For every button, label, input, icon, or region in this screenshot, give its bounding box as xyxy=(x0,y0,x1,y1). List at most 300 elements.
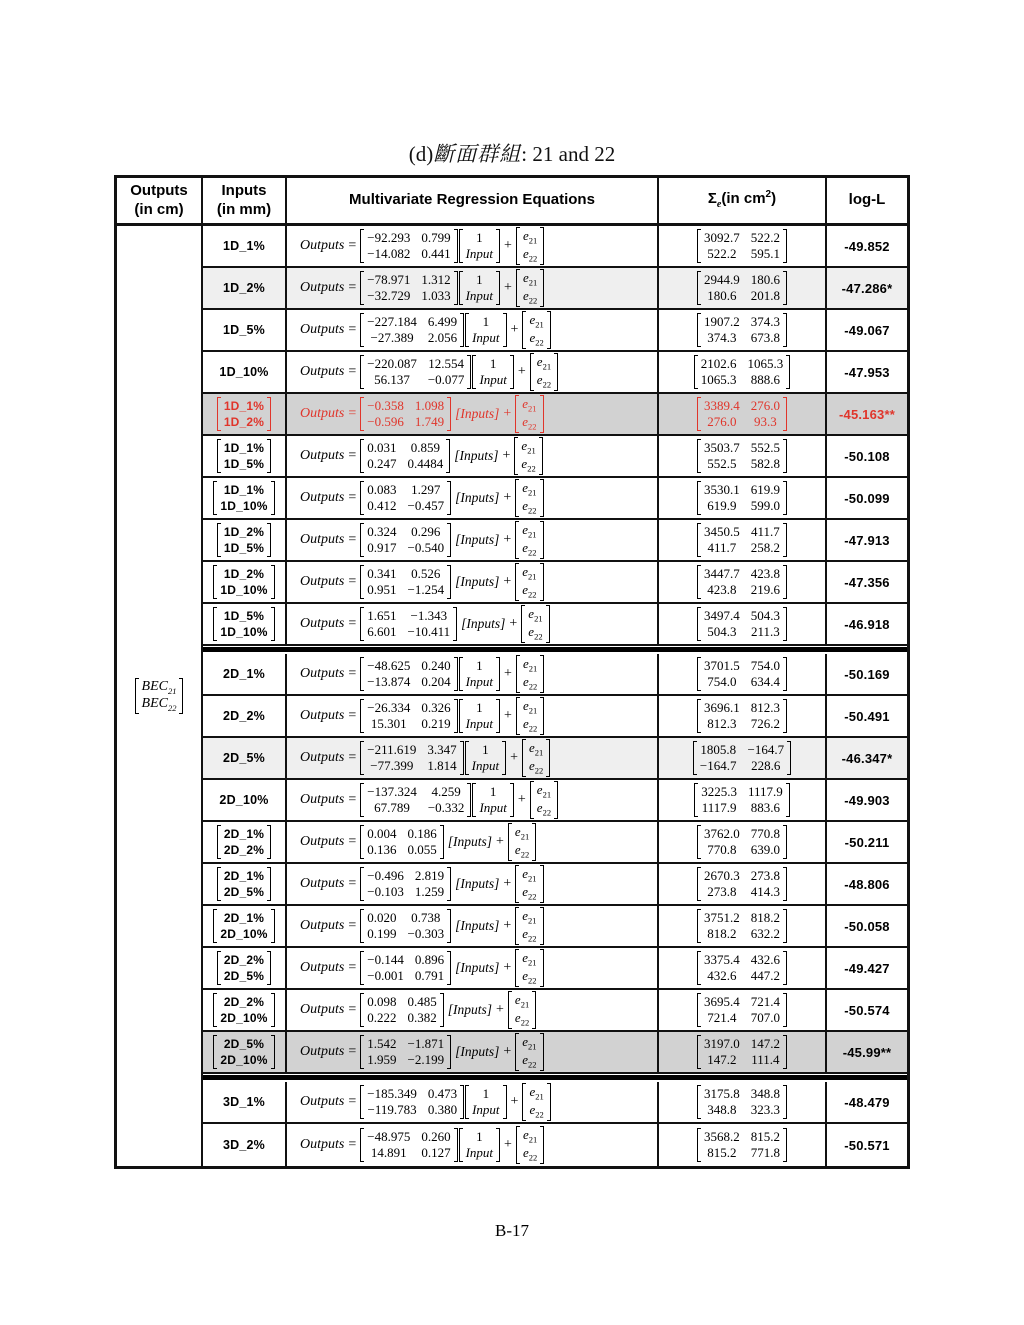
coefficient-matrix xyxy=(360,229,457,262)
bracket-right xyxy=(783,313,787,346)
matrix-value: 2D_10% xyxy=(220,1011,268,1025)
input-vector xyxy=(465,1085,506,1118)
input-pair-matrix xyxy=(217,825,271,858)
input-label: 2D_5% xyxy=(223,751,265,765)
bracket-right xyxy=(440,825,444,858)
inputs-cell xyxy=(203,310,287,350)
matrix-value: −119.783 xyxy=(367,1102,417,1117)
matrix-value: $e_{22}$ xyxy=(522,716,538,734)
matrix-value: 2944.9 xyxy=(704,272,740,288)
matrix-value: $e_{21}$ xyxy=(536,354,552,372)
matrix-value: 1.312 xyxy=(421,272,451,288)
matrix-value: 1 xyxy=(476,230,483,246)
matrix-value: $e_{22}$ xyxy=(529,330,544,348)
inputs-term: [Inputs] xyxy=(455,574,500,589)
logl-cell xyxy=(827,948,907,988)
error-vector xyxy=(516,1126,544,1164)
matrix-value: 3568.2 xyxy=(704,1129,740,1145)
sigma-cell xyxy=(659,696,827,736)
equation-lhs: Outputs xyxy=(300,918,345,933)
inputs-term: [Inputs] xyxy=(455,1044,500,1059)
matrix-value: −77.399 xyxy=(370,758,414,773)
error-vector xyxy=(515,521,543,559)
equation-cell xyxy=(287,654,659,694)
matrix-value: $e_{21}$ xyxy=(522,656,538,674)
bracket-right xyxy=(447,481,451,514)
table-row xyxy=(203,1032,907,1074)
matrix-value: −1.343 xyxy=(410,608,448,624)
input-vector xyxy=(459,657,500,690)
input-label: 1D_2% xyxy=(223,281,265,295)
bracket-right xyxy=(783,607,787,640)
table-row xyxy=(203,990,907,1032)
matrix-value: 0.204 xyxy=(421,674,451,689)
header-inputs xyxy=(203,178,287,223)
input-vector xyxy=(472,783,513,816)
matrix-value: −0.496 xyxy=(367,868,404,884)
matrix-value: 0.896 xyxy=(414,952,445,968)
input-vector xyxy=(472,355,513,388)
sigma-cell xyxy=(659,1032,827,1072)
plus-sign: + xyxy=(503,490,512,505)
inputs-term: [Inputs] xyxy=(455,490,500,505)
page-title xyxy=(0,0,1024,168)
matrix-value: −1.871 xyxy=(407,1036,445,1052)
input-label: 2D_2% xyxy=(223,709,265,723)
matrix-value: 2D_1% xyxy=(223,869,265,884)
bracket-right xyxy=(496,699,500,732)
inputs-cell xyxy=(203,696,287,736)
plus-sign: + xyxy=(504,708,512,723)
title-prefix: (d) xyxy=(408,142,434,166)
logl-value: -47.953 xyxy=(844,364,890,380)
bracket-right xyxy=(440,993,444,1026)
matrix-value: 276.0 xyxy=(707,414,737,429)
equals-sign: = xyxy=(348,322,357,337)
matrix-value: 0.098 xyxy=(367,994,397,1010)
matrix-value: 1 xyxy=(476,272,483,288)
matrix-value: −0.332 xyxy=(427,800,465,815)
input-label: 2D_10% xyxy=(219,793,269,807)
logl-value: -45.163** xyxy=(838,406,895,422)
bracket-right xyxy=(496,1128,500,1161)
matrix-value: 0.799 xyxy=(421,230,451,246)
plus-sign: + xyxy=(504,238,512,253)
matrix-value: −211.619 xyxy=(367,742,417,758)
coefficient-matrix xyxy=(360,993,444,1026)
matrix-value: 2D_10% xyxy=(220,1053,268,1067)
matrix-value: $e_{21}$ xyxy=(522,480,537,498)
plus-sign: + xyxy=(504,1137,512,1152)
matrix-value: 14.891 xyxy=(370,1145,407,1160)
bracket-right xyxy=(554,781,558,819)
logl-cell xyxy=(827,226,907,266)
equals-sign: = xyxy=(348,666,357,681)
covariance-matrix xyxy=(697,313,787,346)
matrix-value: −0.358 xyxy=(367,398,404,414)
logl-value: -49.427 xyxy=(844,960,890,976)
matrix-value: $e_{21}$ xyxy=(522,866,537,884)
equation-lhs: Outputs xyxy=(300,532,345,547)
matrix-value: 0.441 xyxy=(421,246,451,261)
matrix-value: 0.199 xyxy=(367,926,397,941)
bec-sub-1: 21 xyxy=(167,685,177,696)
matrix-value: 634.4 xyxy=(750,674,780,689)
covariance-matrix xyxy=(697,867,787,900)
logl-cell xyxy=(827,696,907,736)
matrix-value: 2.819 xyxy=(414,868,445,884)
equals-sign: = xyxy=(348,1137,357,1152)
inputs-cell xyxy=(203,1032,287,1072)
coefficient-matrix xyxy=(360,523,451,556)
error-vector xyxy=(516,655,544,693)
equation-cell xyxy=(287,226,659,266)
coefficient-matrix xyxy=(360,481,451,514)
equation-cell xyxy=(287,604,659,644)
matrix-value: 0.473 xyxy=(427,1086,458,1102)
matrix-value: $e_{21}$ xyxy=(522,228,538,246)
equation-cell xyxy=(287,696,659,736)
matrix-value: 619.9 xyxy=(750,482,780,498)
matrix-value: −10.411 xyxy=(407,624,451,639)
coefficient-matrix xyxy=(360,397,451,430)
logl-value: -49.067 xyxy=(844,322,890,338)
coefficient-matrix xyxy=(360,867,451,900)
sigma-cell xyxy=(659,562,827,602)
covariance-matrix xyxy=(697,1085,787,1118)
equation-lhs: Outputs xyxy=(300,834,345,849)
matrix-value: 273.8 xyxy=(707,884,737,899)
matrix-value: 348.8 xyxy=(750,1086,780,1102)
input-vector xyxy=(465,313,506,346)
logl-cell xyxy=(827,906,907,946)
table-row xyxy=(203,268,907,310)
matrix-value: $e_{21}$ xyxy=(536,782,552,800)
error-vector xyxy=(516,269,544,307)
matrix-value: 219.6 xyxy=(750,582,780,597)
matrix-value: 323.3 xyxy=(750,1102,780,1117)
input-label: 2D_1% xyxy=(223,667,265,681)
matrix-value: $e_{21}$ xyxy=(522,522,537,540)
input-label: 1D_10% xyxy=(219,365,269,379)
input-pair-matrix xyxy=(217,951,271,984)
inputs-cell xyxy=(203,520,287,560)
sigma-cell xyxy=(659,478,827,518)
equals-sign: = xyxy=(348,708,357,723)
logl-value: -50.099 xyxy=(844,490,890,506)
plus-sign: + xyxy=(510,750,518,765)
matrix-value: 1.749 xyxy=(414,414,445,429)
bracket-right xyxy=(447,951,451,984)
equation-cell xyxy=(287,520,659,560)
logl-cell xyxy=(827,780,907,820)
inputs-cell xyxy=(203,394,287,434)
matrix-value: 67.789 xyxy=(374,800,410,815)
inputs-term: [Inputs] xyxy=(455,918,500,933)
equals-sign: = xyxy=(348,750,357,765)
plus-sign: + xyxy=(504,280,512,295)
inputs-cell xyxy=(203,1124,287,1166)
logl-value: -47.913 xyxy=(844,532,890,548)
matrix-value: Input xyxy=(465,674,494,689)
inputs-cell xyxy=(203,864,287,904)
plus-sign: + xyxy=(510,1094,519,1109)
error-vector xyxy=(522,739,550,777)
matrix-value: 0.526 xyxy=(411,566,441,582)
matrix-value: −32.729 xyxy=(367,288,411,303)
equation-lhs: Outputs xyxy=(300,1044,345,1059)
matrix-value: $e_{21}$ xyxy=(522,1127,538,1145)
equals-sign: = xyxy=(348,574,357,589)
bracket-right xyxy=(267,825,271,858)
matrix-value: −2.199 xyxy=(407,1052,445,1067)
matrix-value: 754.0 xyxy=(707,674,737,689)
equation-cell xyxy=(287,268,659,308)
logl-cell xyxy=(827,520,907,560)
matrix-value: 2.056 xyxy=(427,330,458,345)
matrix-value: −26.334 xyxy=(367,700,411,716)
table-row xyxy=(203,478,907,520)
bec-base-2: BEC xyxy=(141,696,168,711)
plus-sign: + xyxy=(503,960,512,975)
logl-cell xyxy=(827,562,907,602)
matrix-value: 522.2 xyxy=(707,246,737,261)
bracket-right xyxy=(454,699,458,732)
coefficient-matrix xyxy=(360,825,444,858)
matrix-value: −164.7 xyxy=(747,742,785,758)
inputs-term: [Inputs] xyxy=(455,406,500,421)
bracket-right xyxy=(783,993,787,1026)
matrix-value: 0.326 xyxy=(421,700,451,716)
matrix-value: −48.975 xyxy=(367,1129,411,1145)
sigma-cell xyxy=(659,310,827,350)
bracket-right xyxy=(496,229,500,262)
table-row xyxy=(203,822,907,864)
sigma-units-pre: (in cm xyxy=(721,190,766,208)
inputs-term: [Inputs] xyxy=(447,1002,493,1017)
matrix-value: Input xyxy=(465,1145,494,1160)
matrix-value: 0.859 xyxy=(410,440,440,456)
covariance-matrix xyxy=(694,783,790,816)
header-outputs xyxy=(117,178,203,223)
outputs-label-matrix xyxy=(135,678,184,714)
bracket-right xyxy=(267,397,271,430)
bracket-right xyxy=(547,311,551,349)
logl-cell xyxy=(827,604,907,644)
equation-cell xyxy=(287,478,659,518)
matrix-value: 770.8 xyxy=(707,842,737,857)
covariance-matrix xyxy=(697,909,787,942)
matrix-value: Input xyxy=(465,246,494,261)
matrix-value: 423.8 xyxy=(707,582,737,597)
logl-cell xyxy=(827,654,907,694)
error-vector xyxy=(514,437,542,475)
matrix-value: 3701.5 xyxy=(704,658,740,674)
table-row xyxy=(203,864,907,906)
matrix-value: 147.2 xyxy=(707,1052,737,1067)
bracket-right xyxy=(783,657,787,690)
plus-sign: + xyxy=(509,616,518,631)
matrix-value: 1.542 xyxy=(367,1036,397,1052)
equals-sign: = xyxy=(348,280,357,295)
coefficient-matrix xyxy=(360,909,451,942)
matrix-value: 0.083 xyxy=(367,482,397,498)
matrix-value: 1 xyxy=(476,1129,483,1145)
matrix-value: 0.382 xyxy=(407,1010,437,1025)
matrix-value: 812.3 xyxy=(750,700,780,716)
error-vector xyxy=(515,563,543,601)
equation-cell xyxy=(287,864,659,904)
equals-sign: = xyxy=(348,792,357,807)
error-vector xyxy=(508,823,536,861)
equation-cell xyxy=(287,310,659,350)
bracket-right xyxy=(546,739,550,777)
matrix-value: $e_{21}$ xyxy=(528,606,543,624)
covariance-matrix xyxy=(697,699,787,732)
bracket-right xyxy=(540,865,544,903)
input-vector xyxy=(459,699,500,732)
matrix-value: 1065.3 xyxy=(747,356,784,372)
matrix-value: $e_{21}$ xyxy=(522,270,538,288)
matrix-value: 552.5 xyxy=(750,440,780,456)
matrix-value: 56.137 xyxy=(374,372,410,387)
matrix-value: 1D_5% xyxy=(223,609,265,624)
matrix-value: 0.247 xyxy=(367,456,397,471)
bracket-right xyxy=(547,1083,551,1121)
equation-lhs: Outputs xyxy=(300,876,345,891)
logl-value: -50.108 xyxy=(844,448,890,464)
bracket-right xyxy=(267,867,271,900)
bracket-right xyxy=(783,699,787,732)
equation-lhs: Outputs xyxy=(300,1137,345,1152)
input-vector xyxy=(459,271,500,304)
equation-cell xyxy=(287,990,659,1030)
table-row xyxy=(203,948,907,990)
inputs-cell xyxy=(203,990,287,1030)
matrix-value: 582.8 xyxy=(750,456,780,471)
matrix-value: $e_{22}$ xyxy=(522,1145,538,1163)
matrix-value: 423.8 xyxy=(750,566,780,582)
matrix-value: 15.301 xyxy=(370,716,407,731)
matrix-value: 1D_10% xyxy=(220,625,268,639)
matrix-value: 0.4484 xyxy=(407,456,444,471)
table-row xyxy=(203,562,907,604)
matrix-value: 1.033 xyxy=(421,288,451,303)
bracket-right xyxy=(786,355,790,388)
matrix-value: 201.8 xyxy=(750,288,780,303)
matrix-value: 374.3 xyxy=(750,314,780,330)
matrix-value: −0.077 xyxy=(427,372,465,387)
matrix-value: $e_{22}$ xyxy=(522,540,537,558)
table-row xyxy=(203,780,907,822)
inputs-cell xyxy=(203,268,287,308)
covariance-matrix xyxy=(697,565,787,598)
bec-sub-2: 22 xyxy=(167,702,177,713)
inputs-cell xyxy=(203,906,287,946)
matrix-value: −227.184 xyxy=(367,314,417,330)
bracket-right xyxy=(783,1035,787,1068)
matrix-value: 0.219 xyxy=(421,716,451,731)
matrix-value: 1.651 xyxy=(367,608,397,624)
logl-value: -48.806 xyxy=(844,876,890,892)
table-row xyxy=(203,738,907,780)
equation-lhs: Outputs xyxy=(300,960,345,975)
logl-value: -50.491 xyxy=(844,708,890,724)
error-vector xyxy=(522,1083,550,1121)
matrix-value: 883.6 xyxy=(750,800,780,815)
sigma-cell xyxy=(659,948,827,988)
sigma-cell xyxy=(659,520,827,560)
matrix-value: 0.136 xyxy=(367,842,397,857)
matrix-value: 2D_5% xyxy=(223,1037,265,1052)
bracket-right xyxy=(267,439,271,472)
bracket-right xyxy=(271,909,275,942)
sigma-cell xyxy=(659,738,827,778)
matrix-value: 1D_1% xyxy=(223,483,265,498)
matrix-value: 3197.0 xyxy=(704,1036,740,1052)
covariance-matrix xyxy=(697,481,787,514)
matrix-value: −13.874 xyxy=(367,674,411,689)
table-row xyxy=(203,226,907,268)
matrix-value: 815.2 xyxy=(750,1129,780,1145)
bracket-right xyxy=(510,783,514,816)
matrix-value: 504.3 xyxy=(750,608,780,624)
bracket-right xyxy=(540,697,544,735)
bracket-right xyxy=(783,397,787,430)
matrix-value: 432.6 xyxy=(707,968,737,983)
equation-cell xyxy=(287,738,659,778)
bracket-right xyxy=(540,949,544,987)
matrix-value: 447.2 xyxy=(750,968,780,983)
matrix-value: 770.8 xyxy=(750,826,780,842)
matrix-value: 721.4 xyxy=(707,1010,737,1025)
table-row xyxy=(203,352,907,394)
matrix-value: 0.791 xyxy=(414,968,445,983)
matrix-value: Input xyxy=(472,1102,500,1117)
matrix-value: 374.3 xyxy=(707,330,737,345)
input-pair-matrix xyxy=(213,565,274,598)
matrix-value: $e_{22}$ xyxy=(529,1102,544,1120)
matrix-value: 1D_2% xyxy=(223,567,265,582)
input-pair-matrix xyxy=(213,1035,274,1068)
matrix-value: 552.5 xyxy=(707,456,737,471)
sigma-cell xyxy=(659,268,827,308)
table-row xyxy=(203,906,907,948)
matrix-value: $e_{22}$ xyxy=(522,884,537,902)
bracket-right xyxy=(540,563,544,601)
matrix-value: 2D_5% xyxy=(223,885,265,899)
equation-lhs: Outputs xyxy=(300,574,345,589)
input-pair-matrix xyxy=(217,867,271,900)
equation-lhs: Outputs xyxy=(300,750,345,765)
table-header-row xyxy=(117,178,907,226)
matrix-value: 0.951 xyxy=(367,582,397,597)
logl-cell xyxy=(827,738,907,778)
bracket-right xyxy=(783,439,787,472)
matrix-value: 411.7 xyxy=(750,524,780,540)
input-vector xyxy=(465,741,506,774)
equation-cell xyxy=(287,1032,659,1072)
inputs-cell xyxy=(203,948,287,988)
matrix-value: 411.7 xyxy=(707,540,737,555)
coefficient-matrix xyxy=(360,439,450,472)
error-vector xyxy=(515,949,543,987)
bracket-right xyxy=(783,271,787,304)
matrix-value: 0.380 xyxy=(427,1102,458,1117)
sigma-cell xyxy=(659,604,827,644)
inputs-cell xyxy=(203,654,287,694)
matrix-value: 1.297 xyxy=(411,482,441,498)
